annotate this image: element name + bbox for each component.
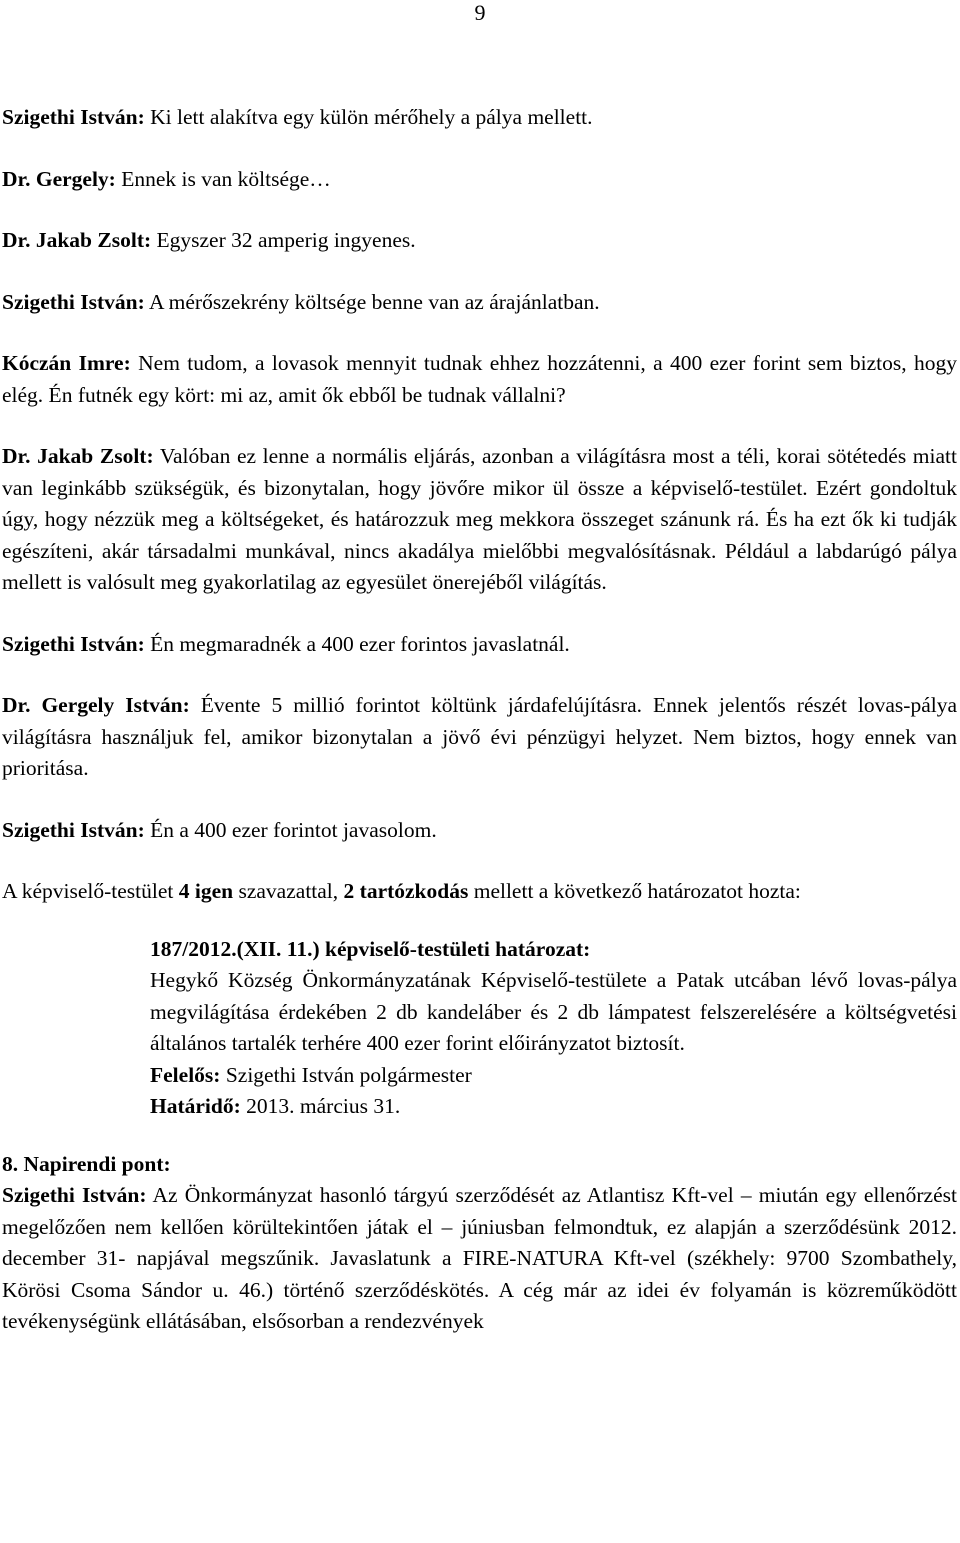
statement-text: Évente 5 millió forintot költünk járdafelújításra. Ennek jelentős részét lovas-pálya világításra használjuk fel, amikor bizonytalan a jövő évi pénzügyi helyzet. Nem biztos, hogy ennek van prioritása.	[2, 693, 958, 780]
statement-text: Én a 400 ezer forintot javasolom.	[144, 817, 437, 842]
agenda-statement	[2, 1180, 957, 1338]
vote-text: mellett a következő határozatot hozta:	[468, 879, 801, 903]
statement-text: Az Önkormányzat hasonló tárgyú szerződését az Atlantisz Kft-vel – miután egy ellenőrzést megelőzően nem kellően körültekintően játak el – júniusban felmondtuk, ez alapján a szerződésünk 2012. december 31- napjával megszűnik. Javaslatunk a FIRE-NATURA Kft-vel (székhely: 9700 Szombathely, Körösi Csoma Sándor u. 46.) történő szerződéskötés. A cég már az idei év folyamán is közreműködött tevékenységünk ellátásában, elsősorban a rendezvények	[2, 1183, 957, 1333]
statement-8	[2, 690, 957, 785]
resolution-deadline	[150, 1091, 957, 1123]
speaker-name: Dr. Gergely István:	[2, 693, 190, 717]
speaker-name: Szigethi István:	[2, 631, 145, 656]
document-body	[2, 102, 957, 1338]
resolution-body: Hegykő Község Önkormányzatának Képviselő-testülete a Patak utcában lévő lovas-pálya megvilágítása érdekében 2 db kandeláber és 2 db lámpatest felszerelésére a költségvetési általános tartalék terhére 400 ezer forint előirányzatot biztosít.	[150, 968, 957, 1055]
statement-5	[2, 348, 957, 411]
speaker-name: Szigethi István:	[2, 105, 145, 129]
vote-abstain-count: 2 tartózkodás	[343, 879, 469, 903]
agenda-title: 8. Napirendi pont:	[2, 1151, 171, 1176]
statement-text: Én megmaradnék a 400 ezer forintos javaslatnál.	[144, 631, 570, 656]
page-number: 9	[474, 0, 486, 25]
statement-3	[2, 225, 957, 257]
vote-text: szavazattal,	[233, 879, 344, 903]
speaker-name: Szigethi István:	[2, 817, 145, 842]
speaker-name: Szigethi István:	[2, 1183, 147, 1207]
vote-result	[2, 876, 957, 908]
statement-text: Nem tudom, a lovasok mennyit tudnak ehhez hozzátenni, a 400 ezer forint sem biztos, hogy elég. Én futnék egy kört: mi az, amit ők ebből be tudnak vállalni?	[2, 351, 957, 407]
statement-text: A mérőszekrény költsége benne van az árajánlatban.	[144, 289, 600, 314]
resolution-title: 187/2012.(XII. 11.) képviselő-testületi határozat:	[150, 936, 591, 961]
deadline-value: 2013. március 31.	[240, 1094, 401, 1118]
statement-text: Valóban ez lenne a normális eljárás, azonban a világításra most a téli, korai sötétedés miatt van leginkább szükségük, és bizonytalan, hogy jövőre mikor ül össze a képviselő-testület. Ezért gondoltuk úgy, hogy nézzük meg a költségeket, és határozzuk meg mekkora összeget szánunk rá. És ha ezt ők ki tudják egészíteni, akár társadalmi munkával, nincs akadálya mielőbbi megvalósításnak. Például a labdarúgó pálya mellett is valósult meg gyakorlatilag az egyesület önerejéből világítás.	[2, 444, 957, 594]
resolution-responsible	[150, 1060, 957, 1092]
resolution-block	[150, 934, 957, 1123]
deadline-label: Határidő:	[150, 1094, 241, 1118]
vote-yes-count: 4 igen	[178, 879, 234, 903]
statement-6	[2, 441, 957, 599]
statement-text: Egyszer 32 amperig ingyenes.	[151, 228, 416, 252]
responsible-value: Szigethi István polgármester	[220, 1062, 472, 1087]
speaker-name: Kóczán Imre:	[2, 351, 131, 375]
speaker-name: Dr. Jakab Zsolt:	[2, 228, 152, 252]
responsible-label: Felelős:	[150, 1062, 221, 1087]
vote-text: A képviselő-testület	[2, 879, 179, 903]
statement-9	[2, 815, 957, 847]
speaker-name: Dr. Gergely:	[2, 166, 116, 191]
statement-text: Ennek is van költsége…	[115, 166, 331, 191]
statement-2	[2, 164, 957, 196]
statement-7	[2, 629, 957, 661]
statement-1	[2, 102, 957, 134]
speaker-name: Dr. Jakab Zsolt:	[2, 444, 154, 468]
statement-text: Ki lett alakítva egy külön mérőhely a pálya mellett.	[144, 105, 593, 129]
speaker-name: Szigethi István:	[2, 289, 145, 314]
statement-4	[2, 287, 957, 319]
